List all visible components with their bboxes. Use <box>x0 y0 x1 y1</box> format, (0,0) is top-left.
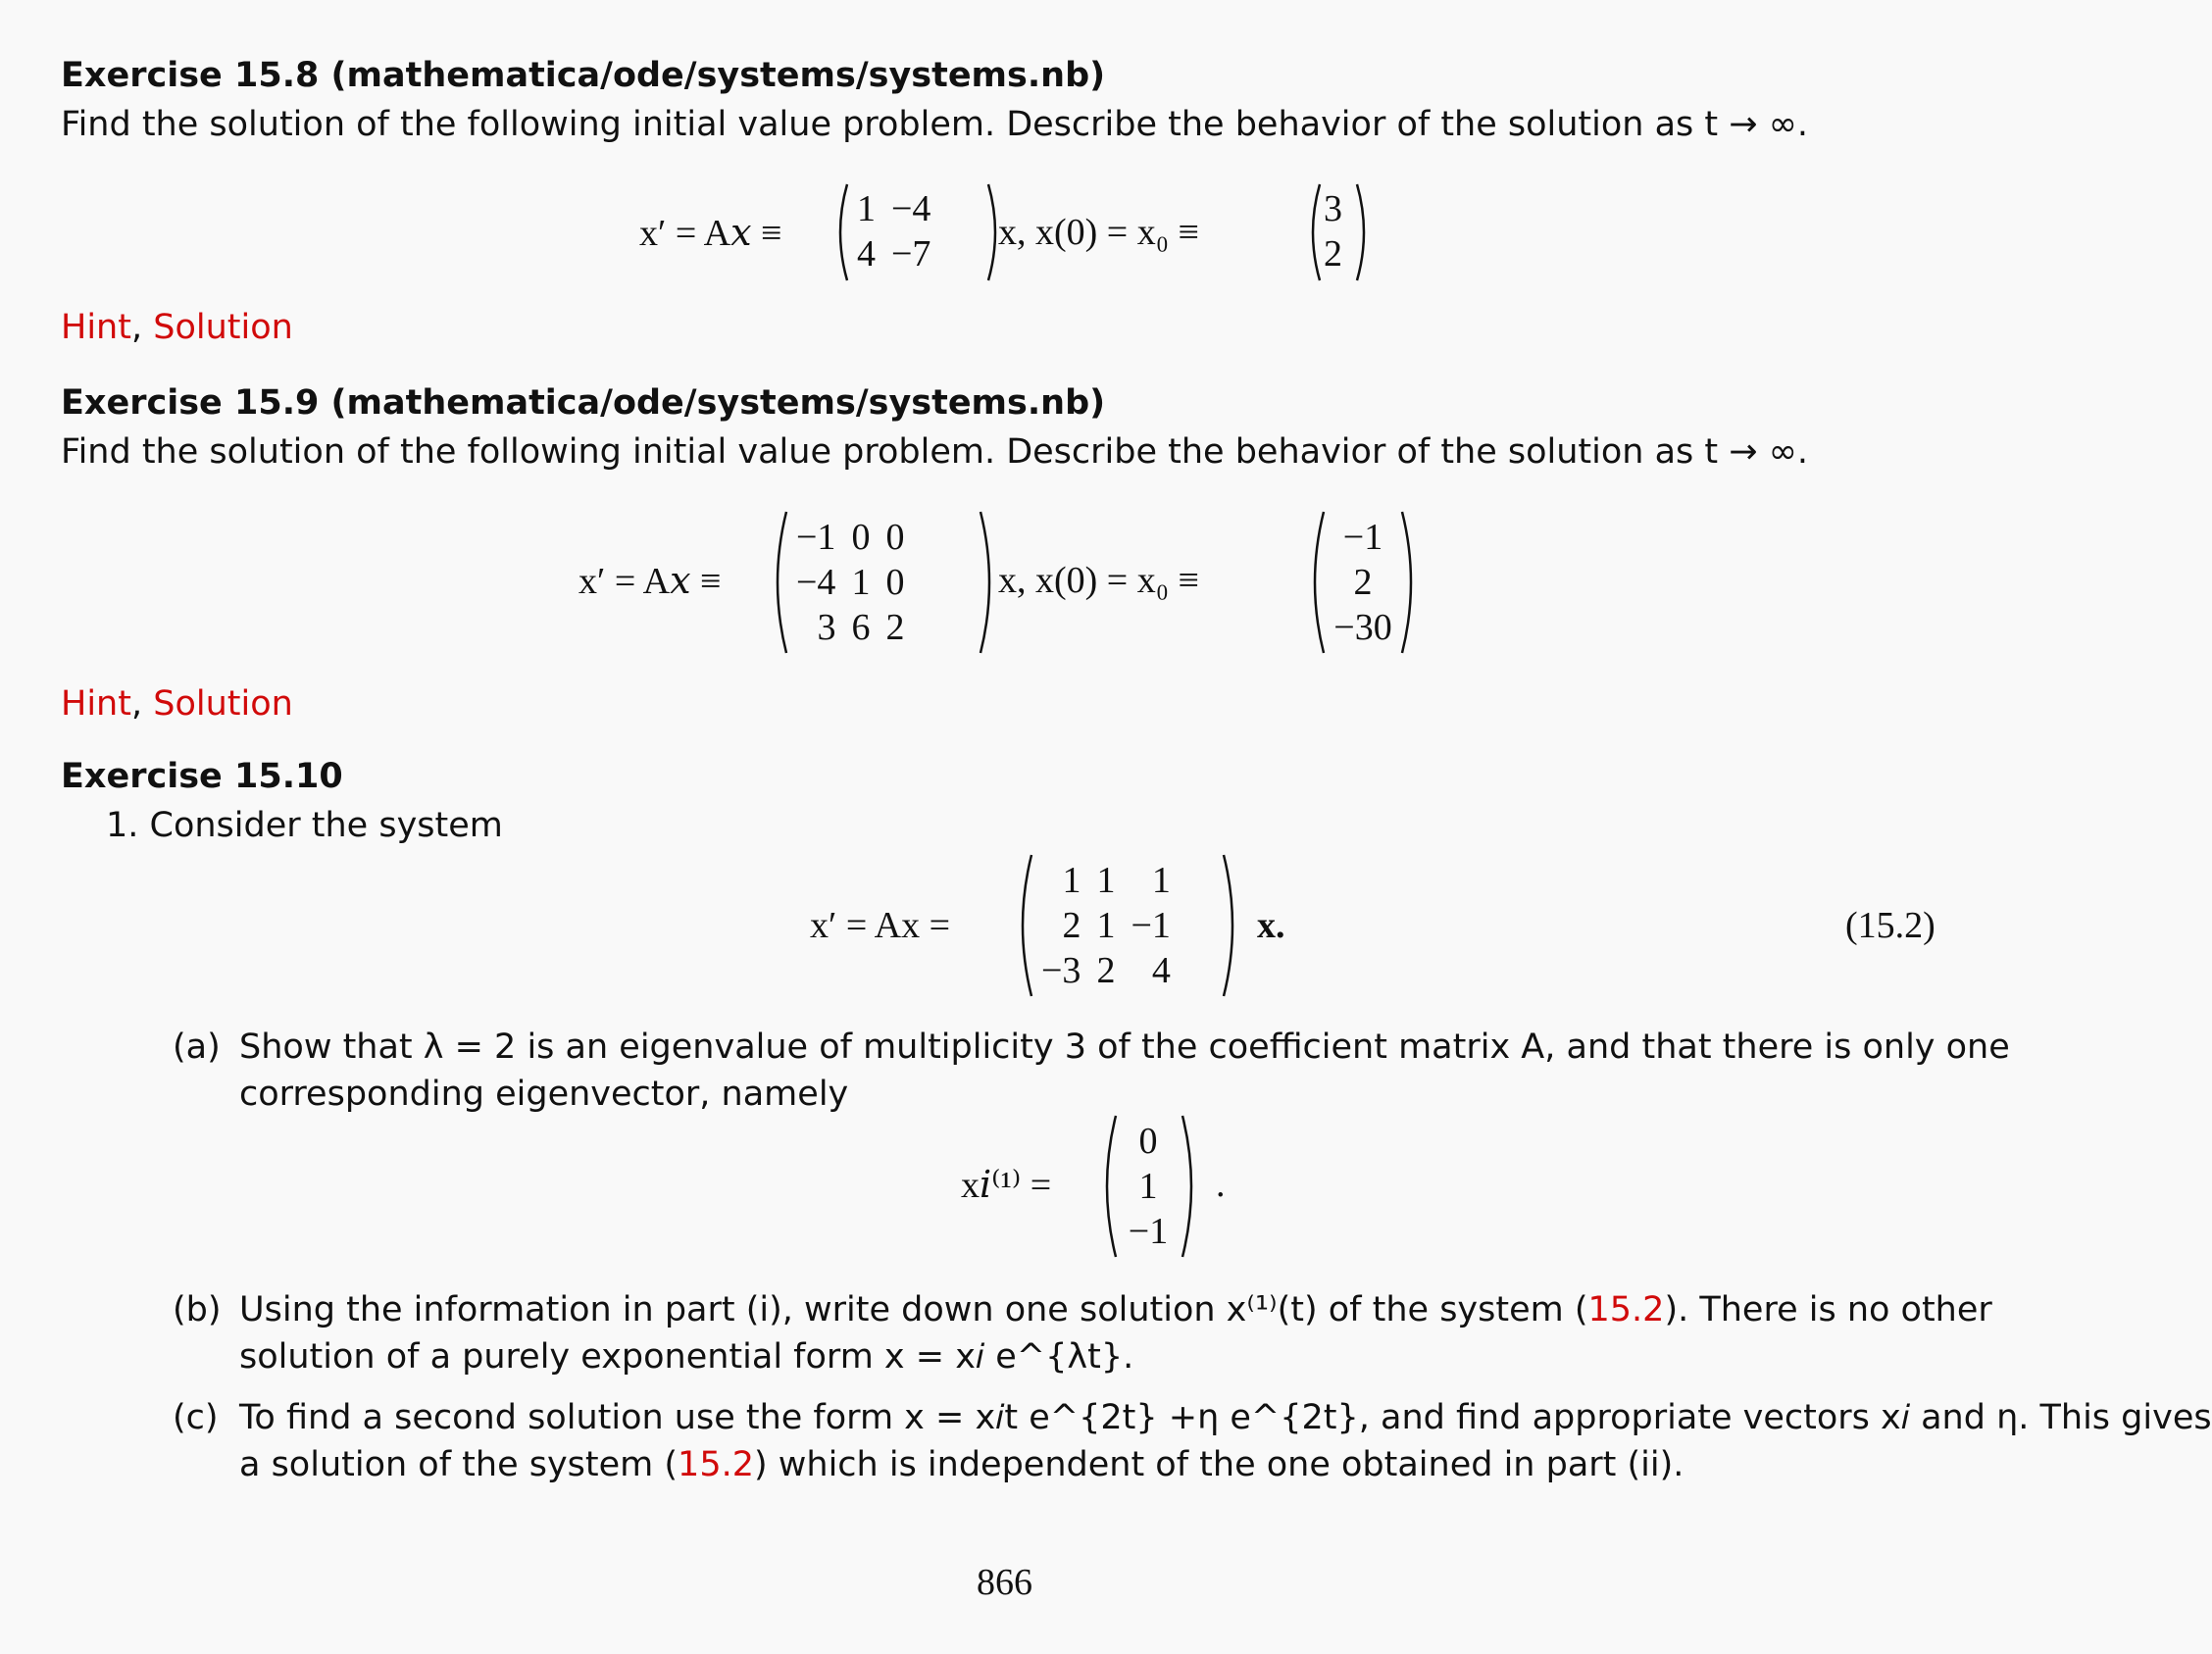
ex1510-item-1: 1. Consider the system <box>106 806 503 845</box>
hint-link[interactable]: Hint <box>61 684 131 724</box>
ex159-x0-vector <box>1304 510 1422 655</box>
ex158-mid: x, x(0) = x₀ ≡ <box>998 212 1199 253</box>
ex158-lhs: x′ = A𝑥 ≡ <box>639 213 782 254</box>
ex158-links <box>61 304 293 351</box>
left-paren-icon <box>767 510 790 655</box>
matrix-cell: 2 <box>1062 905 1081 946</box>
eigenvector-period: . <box>1216 1164 1226 1205</box>
matrix-cell: 0 <box>885 517 905 558</box>
ex159-mid: x, x(0) = x₀ ≡ <box>998 560 1199 601</box>
ex158-matrix <box>831 182 1004 282</box>
matrix-cell: −1 <box>796 517 836 558</box>
part-b-text: Using the information in part (i), write down one solution x⁽¹⁾(t) of the system ( <box>239 1290 1588 1329</box>
matrix-cell: 0 <box>885 562 905 603</box>
matrix-cell: 1 <box>1062 860 1081 901</box>
part-a-line-1: Show that λ = 2 is an eigenvalue of multiplicity 3 of the coefficient matrix A, and that there is only one <box>239 1027 2010 1067</box>
equation-ref-link[interactable]: 15.2 <box>678 1445 754 1484</box>
matrix-cell: 1 <box>857 188 876 229</box>
part-c-label: (c) <box>173 1398 219 1437</box>
matrix-cell: 1 <box>851 562 871 603</box>
vector-cell: −30 <box>1333 607 1392 648</box>
ex159-matrix <box>767 510 1000 655</box>
part-c-text-end: ) which is independent of the one obtained in part (ii). <box>753 1445 1684 1484</box>
left-paren-icon <box>1012 853 1035 998</box>
part-b-label: (b) <box>173 1290 222 1329</box>
matrix-cell: 1 <box>1096 905 1116 946</box>
part-b-line-2: solution of a purely exponential form x = x𝑖 e^{λt}. <box>239 1337 1134 1377</box>
matrix-cell: −1 <box>1131 905 1171 946</box>
part-c-line-2 <box>239 1441 1684 1488</box>
right-paren-icon <box>1398 510 1422 655</box>
ex1510-lhs: x′ = Ax = <box>810 905 951 946</box>
hint-link[interactable]: Hint <box>61 308 131 347</box>
matrix-cell: 3 <box>817 607 836 648</box>
matrix-cell: 0 <box>851 517 871 558</box>
solution-link[interactable]: Solution <box>153 684 293 724</box>
vector-cell: −1 <box>1128 1211 1169 1252</box>
right-paren-icon <box>977 510 1000 655</box>
equation-number: (15.2) <box>1845 905 1936 946</box>
part-a-line-2: corresponding eigenvector, namely <box>239 1075 849 1114</box>
part-c-text: a solution of the system ( <box>239 1445 679 1484</box>
link-separator: , <box>130 684 143 724</box>
matrix-cell: 4 <box>857 233 876 275</box>
matrix-cell: 1 <box>1096 860 1116 901</box>
ex159-lhs: x′ = A𝑥 ≡ <box>578 561 722 602</box>
right-paren-icon <box>1353 182 1373 282</box>
link-separator: , <box>130 308 143 347</box>
ex159-links <box>61 680 293 727</box>
matrix-cell: 6 <box>851 607 871 648</box>
page-number: 866 <box>977 1562 1032 1603</box>
eigenvector-lhs: x𝑖⁽¹⁾ = <box>961 1165 1052 1206</box>
matrix-cell: 2 <box>885 607 905 648</box>
part-b-text-end: ). There is no other <box>1664 1290 1992 1329</box>
matrix-cell: 2 <box>1096 950 1116 991</box>
vector-cell: −1 <box>1342 517 1383 558</box>
part-b-line-1 <box>239 1286 1992 1333</box>
matrix-cell: 4 <box>1151 950 1171 991</box>
matrix-cell: −3 <box>1041 950 1081 991</box>
part-a-label: (a) <box>173 1027 221 1067</box>
matrix-cell: −4 <box>796 562 836 603</box>
matrix-cell: −4 <box>891 188 931 229</box>
matrix-cell: −7 <box>891 233 931 275</box>
solution-link[interactable]: Solution <box>153 308 293 347</box>
ex1510-rhs: x. <box>1257 905 1285 946</box>
right-paren-icon <box>1179 1114 1202 1259</box>
part-c-line-1: To find a second solution use the form x = x𝑖t e^{2t} +η e^{2t}, and find appropriate vectors x𝑖 and η. This gives <box>239 1398 2212 1437</box>
vector-cell: 3 <box>1324 188 1342 229</box>
left-paren-icon <box>831 182 851 282</box>
exercise-15-9-title: Exercise 15.9 (mathematica/ode/systems/systems.nb) <box>61 383 1106 423</box>
equation-ref-link[interactable]: 15.2 <box>1587 1290 1665 1329</box>
exercise-15-10-title: Exercise 15.10 <box>61 757 343 796</box>
vector-cell: 2 <box>1324 233 1342 275</box>
exercise-15-8-text: Find the solution of the following initial value problem. Describe the behavior of the solution as t → ∞. <box>61 105 1808 144</box>
matrix-cell: 1 <box>1151 860 1171 901</box>
exercise-15-9-text: Find the solution of the following initial value problem. Describe the behavior of the solution as t → ∞. <box>61 432 1808 472</box>
ex1510-matrix <box>1012 853 1243 998</box>
vector-cell: 1 <box>1138 1166 1158 1207</box>
vector-cell: 2 <box>1353 562 1373 603</box>
eigenvector-xi <box>1096 1114 1200 1259</box>
right-paren-icon <box>1220 853 1243 998</box>
ex158-x0-vector <box>1304 182 1373 282</box>
exercise-15-8-title: Exercise 15.8 (mathematica/ode/systems/systems.nb) <box>61 56 1106 95</box>
vector-cell: 0 <box>1138 1121 1158 1162</box>
